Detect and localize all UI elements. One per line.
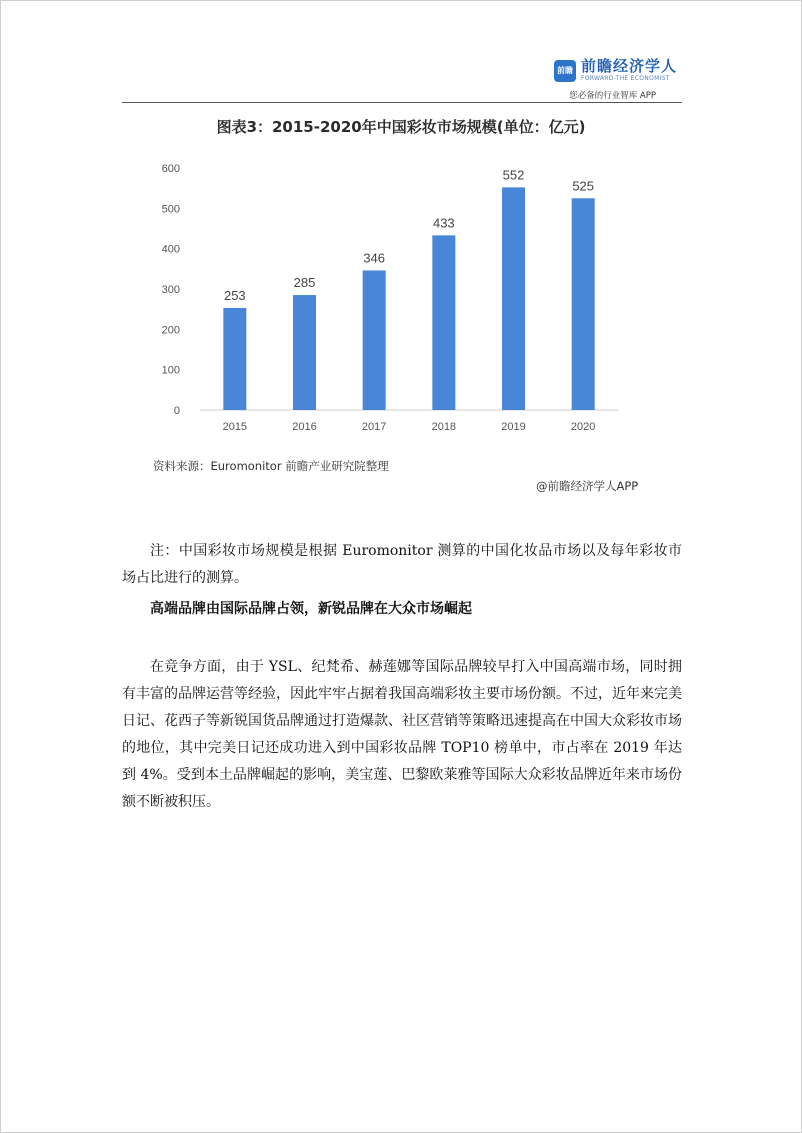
header-divider [122,102,682,103]
brand-text [581,58,677,83]
y-tick-label: 600 [161,163,180,175]
note-paragraph: 注：中国彩妆市场规模是根据 Euromonitor 测算的中国化妆品市场以及每年彩妆市场占比进行的测算。 [122,543,682,586]
bar-2019 [502,187,525,410]
x-tick-label: 2018 [431,421,457,433]
brand-english-name: FORWARD-THE ECONOMIST [581,75,670,82]
brand-logo-icon: 前瞻 [554,60,576,82]
brand-slogan: 您必备的行业智库 APP [569,91,656,101]
bar-2016 [293,295,316,410]
bar-2018 [432,235,455,410]
data-label: 346 [363,250,386,266]
data-label: 525 [572,178,595,194]
x-tick-label: 2015 [222,421,248,433]
y-tick-label: 500 [161,203,180,216]
x-tick-label: 2017 [361,421,387,433]
x-tick-label: 2019 [501,421,526,433]
y-tick-label: 0 [173,405,180,417]
y-tick-label: 100 [161,364,180,377]
x-tick-label: 2020 [570,421,596,433]
source-note: 资料来源：Euromonitor 前瞻产业研究院整理 [153,459,389,473]
body-paragraph: 在竞争方面，由于 YSL、纪梵希、赫莲娜等国际品牌较早打入中国高端市场，同时拥有丰富的品牌运营等经验，因此牢牢占据着我国高端彩妆主要市场份额。不过，近年来完美日记、花西子等新锐国货品牌通过打造爆款、社区营销等策略迅速提高在中国大众彩妆市场的地位，其中完美日记还成功进入到中国彩妆品牌 TOP10 榜单中，市占率在 2019 年达到 4%。受到本土品牌崛起的影响，美宝莲、巴黎欧莱雅等国际大众彩妆品牌近年来市场份额不断被积压。 [122,659,682,810]
bar-2017 [363,270,386,410]
brand-header [554,58,677,83]
y-tick-label: 400 [161,243,180,256]
brand-name: 前瞻经济学人 [581,57,678,75]
data-label: 285 [293,275,316,291]
y-tick-label: 300 [161,284,180,296]
credit-label: @前瞻经济学人APP [536,479,639,493]
bar-2015 [223,308,246,410]
x-tick-label: 2016 [292,421,317,433]
section-heading: 高端品牌由国际品牌占领，新锐品牌在大众市场崛起 [150,601,472,617]
y-tick-label: 200 [161,324,180,337]
data-label: 433 [432,215,455,231]
bar-chart [140,150,670,445]
bar-2020 [572,198,595,410]
chart-title: 图表3：2015-2020年中国彩妆市场规模(单位：亿元) [216,118,586,136]
data-label: 552 [502,167,525,183]
data-label: 253 [223,287,246,303]
